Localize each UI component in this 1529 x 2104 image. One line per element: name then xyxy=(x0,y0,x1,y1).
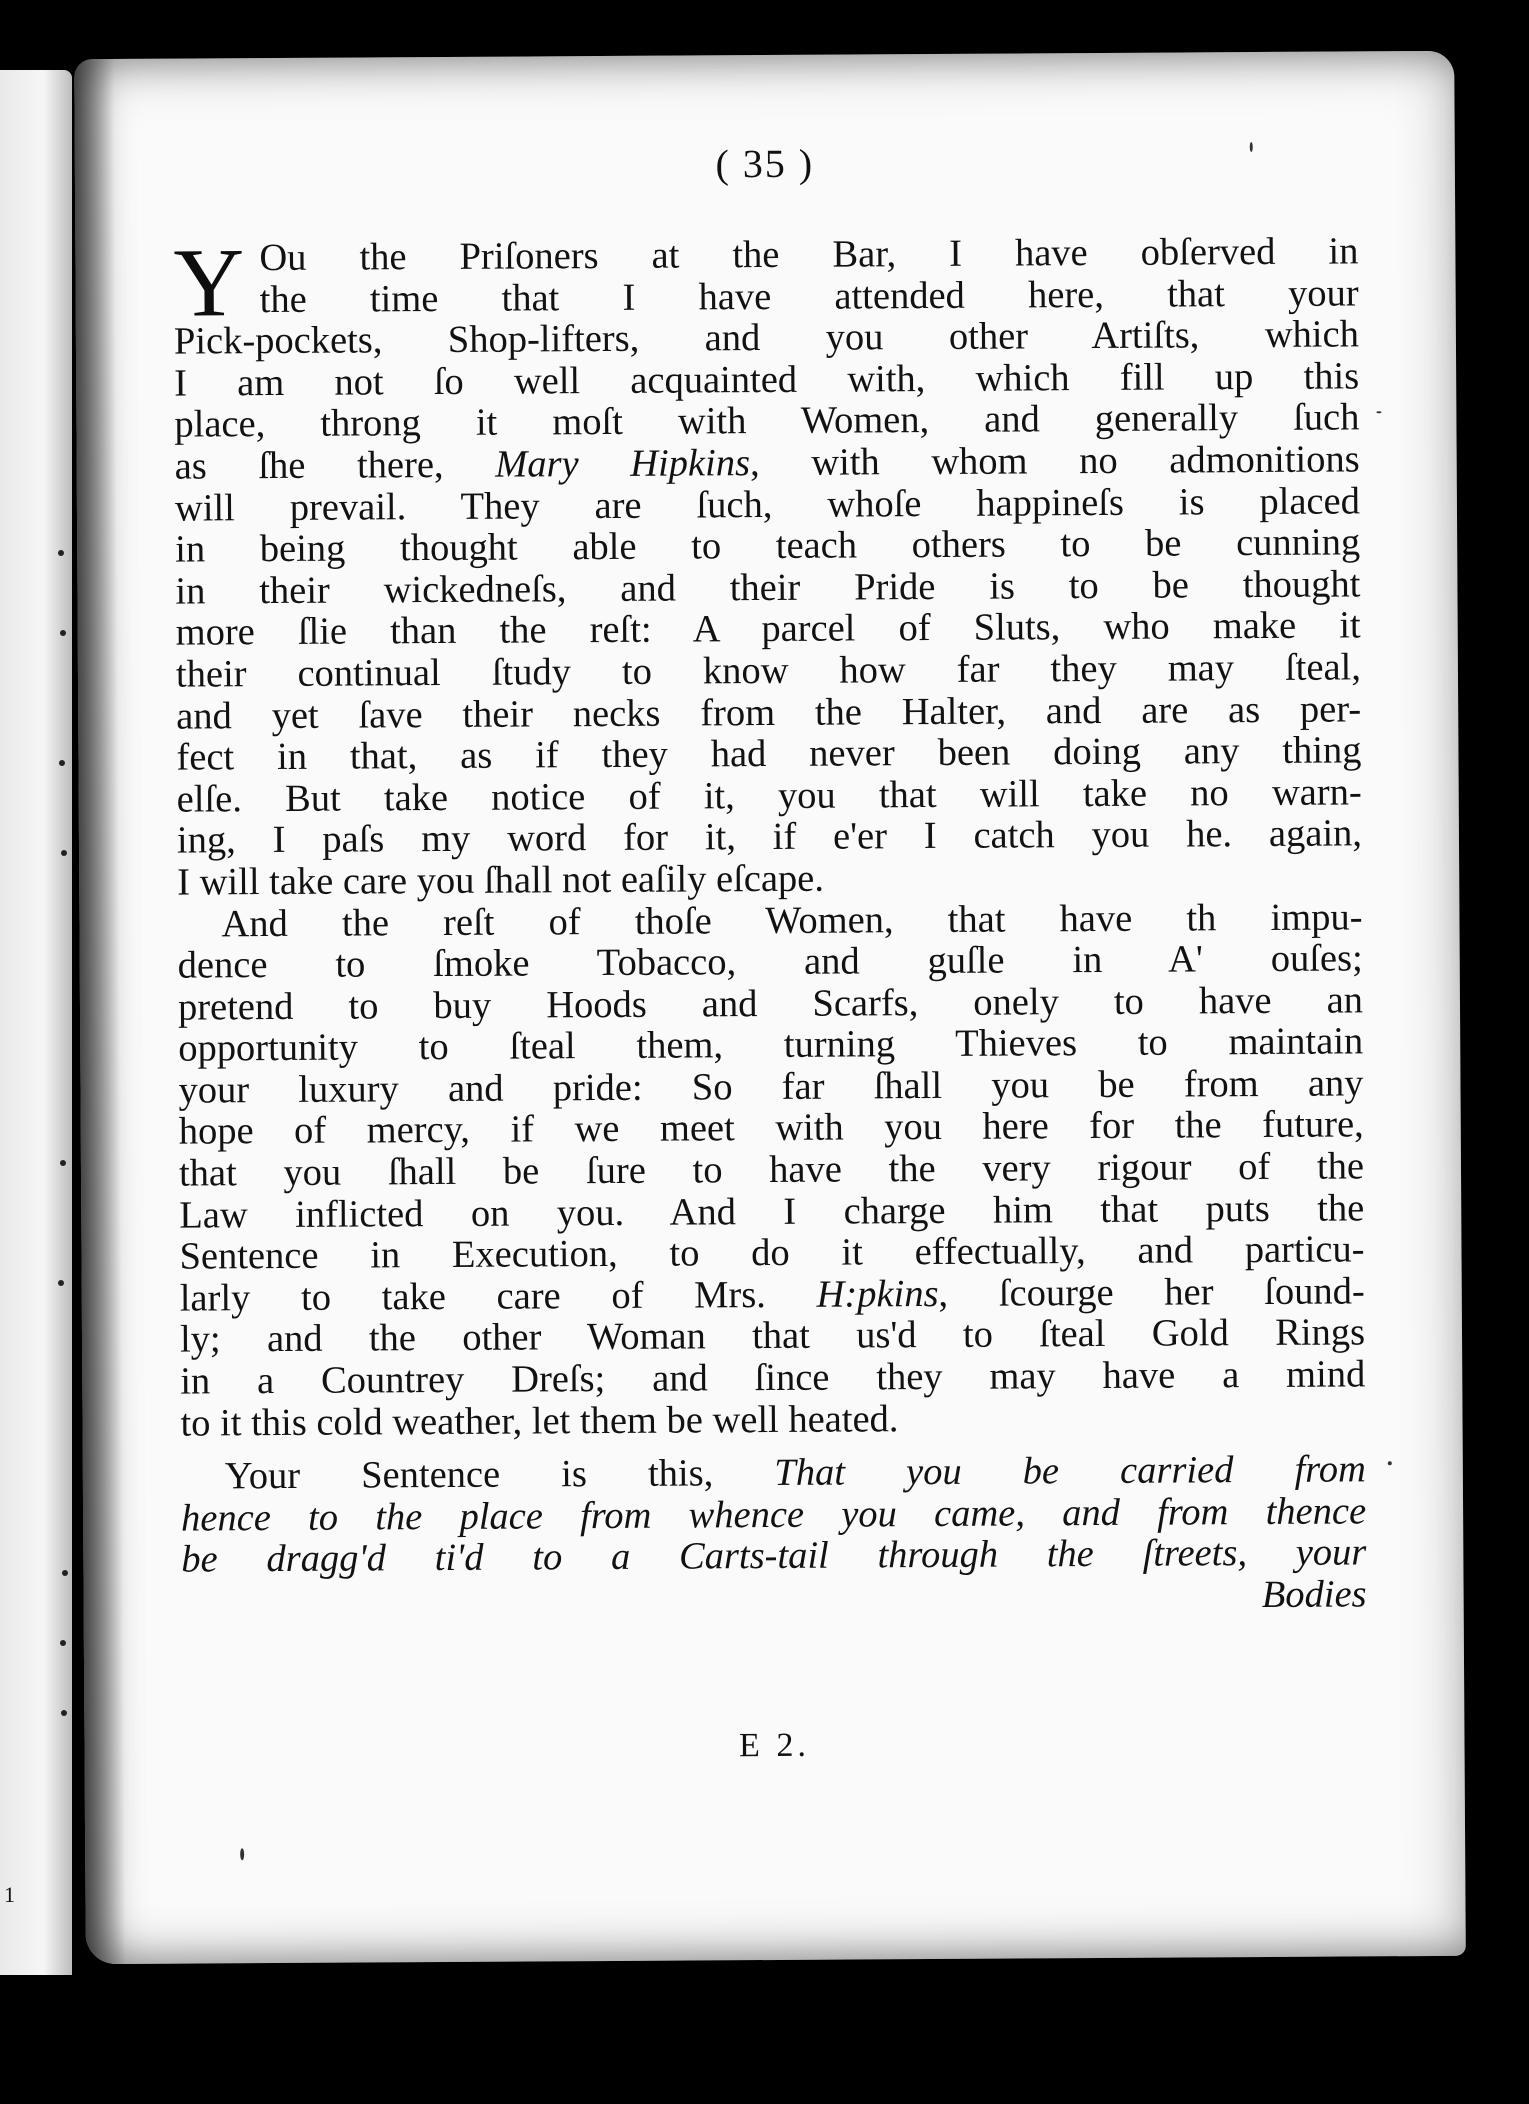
text-line: be dragg'd ti'd to a Carts-tail through the ſtreets, your xyxy=(181,1531,1367,1582)
paragraph-1 xyxy=(173,231,1362,904)
signature-mark: E 2. xyxy=(739,1726,811,1765)
text-line: ly; and the other Woman that us'd to ſteal Gold Rings xyxy=(179,1311,1366,1362)
text-line: in a Countrey Dreſs; and ſince they may have a mind xyxy=(180,1353,1366,1403)
ink-speck xyxy=(61,850,67,856)
book-page xyxy=(74,51,1466,1964)
text-line: pretend to buy Hoods and Scarfs, onely to have an xyxy=(177,979,1364,1029)
left-facing-page xyxy=(0,70,72,1975)
text-line: and yet ſave their necks from the Halter, and are as per- xyxy=(176,687,1362,738)
text-line: Law inflicted on you. And I charge him that puts the xyxy=(179,1187,1365,1237)
ink-speck xyxy=(62,1570,68,1576)
left-page-number: 1 xyxy=(4,1882,15,1907)
ink-speck xyxy=(240,1848,244,1860)
text-line: hence to the place from whence you came, and from thence xyxy=(180,1490,1367,1540)
italic-name: H:pkins xyxy=(816,1272,939,1316)
text-line: that you ſhall be ſure to have the very rigour of the xyxy=(178,1145,1365,1195)
ink-speck xyxy=(1250,142,1253,152)
body-text xyxy=(173,231,1366,1623)
text-line: will prevail. They are ſuch, whoſe happineſs is placed xyxy=(174,479,1361,530)
ink-speck xyxy=(60,630,66,636)
text-line: And the reſt of thoſe Women, that have th impu- xyxy=(221,895,1363,945)
text-line: your luxury and pride: So far ſhall you be from any xyxy=(178,1062,1364,1112)
ink-speck xyxy=(61,1710,67,1716)
text-line: dence to ſmoke Tobacco, and guſle in A' ouſes; xyxy=(177,937,1363,987)
italic-name: Mary Hipkins xyxy=(495,442,751,486)
text-fragment: , with whom no admonitions xyxy=(749,438,1360,485)
ink-speck xyxy=(59,760,65,766)
text-fragment: larly to take care of Mrs. xyxy=(179,1273,766,1320)
text-line: hope of mercy, if we meet with you here for the future, xyxy=(178,1103,1364,1154)
text-line: to it this cold weather, let them be well heated. xyxy=(180,1397,899,1445)
ink-speck xyxy=(1376,411,1381,413)
page-number-header: ( 35 ) xyxy=(715,140,815,187)
text-line: Sentence in Execution, to do it effectually, and particu- xyxy=(179,1228,1365,1278)
text-line: ing, I paſs my word for it, if e'er I catch you he. again, xyxy=(176,812,1363,862)
italic-text: That you be carried from xyxy=(774,1448,1366,1495)
text-line: in their wickedneſs, and their Pride is to be thought xyxy=(175,563,1361,613)
ink-speck xyxy=(60,1640,66,1646)
drop-cap-letter: Y xyxy=(173,229,245,338)
text-line: I am not ſo well acquainted with, which fill up this xyxy=(174,355,1360,405)
text-line: elſe. But take notice of it, you that will take no warn- xyxy=(176,771,1362,821)
text-fragment: , ſcourge her ſound- xyxy=(938,1270,1365,1315)
paragraph-2 xyxy=(177,897,1365,1445)
ink-speck xyxy=(58,550,64,556)
text-line: opportunity to ſteal them, turning Thieves to maintain xyxy=(178,1020,1364,1070)
text-line: Pick-pockets, Shop-lifters, and you other Artiſts, which xyxy=(173,313,1360,363)
text-line: their continual ſtudy to know how far they may ſteal, xyxy=(175,646,1362,696)
text-fragment: Your Sentence is this, xyxy=(224,1452,714,1498)
text-line: fect in that, as if they had never been doing any thing xyxy=(176,729,1362,779)
text-line: Ou the Priſoners at the Bar, I have obſerved in xyxy=(259,230,1359,280)
text-line: in being thought able to teach others to be cunning xyxy=(175,521,1361,571)
text-line: the time that I have attended here, that your xyxy=(259,271,1359,321)
ink-speck xyxy=(58,1280,64,1286)
paragraph-3 xyxy=(181,1450,1367,1624)
catchword: Bodies xyxy=(1261,1573,1367,1617)
ink-speck xyxy=(1388,1461,1392,1465)
spine-shadow xyxy=(74,59,126,1964)
text-line: I will take care you ſhall not eaſily eſcape. xyxy=(177,857,825,904)
ink-speck xyxy=(60,1160,66,1166)
text-line: place, throng it moſt with Women, and generally ſuch xyxy=(174,396,1360,447)
text-fragment: as ſhe there, xyxy=(174,443,444,488)
text-line: more ſlie than the reſt: A parcel of Sluts, who make it xyxy=(175,604,1361,654)
